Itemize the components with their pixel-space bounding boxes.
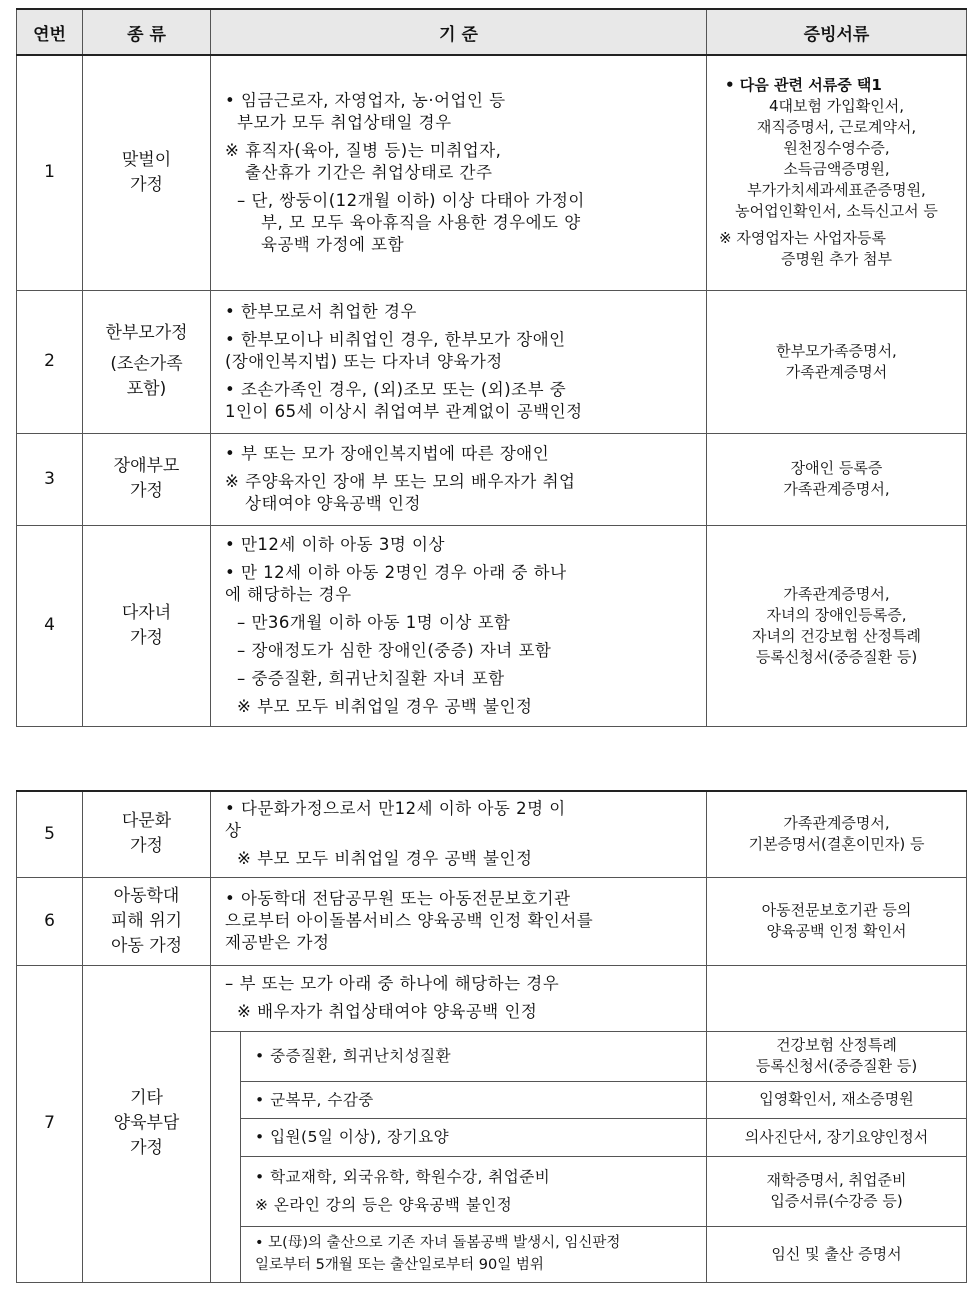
table-row (17, 433, 967, 525)
table-row (17, 965, 967, 1031)
row-criteria: • 임금근로자, 자영업자, 농·어업인 등 부모가 모두 취업상태일 경우 ※ 휴직자(육아, 질병 등)는 미취업자, 출산휴가 기간은 취업상태로 간주 – 단, 쌍둥이(12개월 이하) 이상 다태아 가정이 부, 모 모두 육아휴직을 사용한 경우에도 양 육공백 가정에 포함 (211, 55, 707, 290)
header-no: 연번 (17, 9, 83, 55)
table-row (17, 525, 967, 726)
sub-docs: 건강보험 산정특례 등록신청서(중증질환 등) (707, 1031, 967, 1081)
indent-cell (211, 1031, 241, 1282)
row-criteria: • 한부모로서 취업한 경우 • 한부모이나 비취업인 경우, 한부모가 장애인 (장애인복지법) 또는 다자녀 양육가정 • 조손가족인 경우, (외)조모 또는 (외)조부 중 1인이 65세 이상시 취업여부 관계없이 공백인정 (211, 290, 707, 433)
row-type: 아동학대 피해 위기 아동 가정 (83, 877, 211, 965)
row-docs: 아동전문보호기관 등의 양육공백 인정 확인서 (707, 877, 967, 965)
row-number: 7 (17, 965, 83, 1282)
sub-criteria: • 중증질환, 희귀난치성질환 (241, 1031, 707, 1081)
sub-docs: 의사진단서, 장기요양인정서 (707, 1118, 967, 1156)
criteria-table-bottom (16, 790, 967, 1283)
row-number: 4 (17, 525, 83, 726)
row-criteria: • 만12세 이하 아동 3명 이상 • 만 12세 이하 아동 2명인 경우 아래 중 하나 에 해당하는 경우 – 만36개월 이하 아동 1명 이상 포함 – 장애정도가 심한 장애인(중증) 자녀 포함 – 중증질환, 희귀난치질환 자녀 포함 ※ 부모 모두 비취업일 경우 공백 불인정 (211, 525, 707, 726)
sub-criteria: • 모(母)의 출산으로 기존 자녀 돌봄공백 발생시, 임신판정 일로부터 5개월 또는 출산일로부터 90일 범위 (241, 1226, 707, 1282)
table-row (17, 290, 967, 433)
row-docs: 가족관계증명서, 기본증명서(결혼이민자) 등 (707, 791, 967, 877)
row-docs-empty (707, 965, 967, 1031)
table-row (17, 55, 967, 290)
row-number: 2 (17, 290, 83, 433)
sub-docs: 재학증명서, 취업준비 입증서류(수강증 등) (707, 1156, 967, 1226)
row-type: 기타 양육부담 가정 (83, 965, 211, 1282)
sub-criteria: • 입원(5일 이상), 장기요양 (241, 1118, 707, 1156)
row-docs: 장애인 등록증 가족관계증명서, (707, 433, 967, 525)
row-number: 6 (17, 877, 83, 965)
row-number: 5 (17, 791, 83, 877)
row-type: 한부모가정 (조손가족 포함) (83, 290, 211, 433)
row-type: 다문화 가정 (83, 791, 211, 877)
table-row (17, 791, 967, 877)
header-type: 종 류 (83, 9, 211, 55)
header-docs: 증빙서류 (707, 9, 967, 55)
row-type: 장애부모 가정 (83, 433, 211, 525)
row-criteria-intro: – 부 또는 모가 아래 중 하나에 해당하는 경우 ※ 배우자가 취업상태여야 양육공백 인정 (211, 965, 707, 1031)
row-criteria: • 아동학대 전담공무원 또는 아동전문보호기관 으로부터 아이돌봄서비스 양육공백 인정 확인서를 제공받은 가정 (211, 877, 707, 965)
header-criteria: 기 준 (211, 9, 707, 55)
row-docs: 가족관계증명서, 자녀의 장애인등록증, 자녀의 건강보험 산정특례 등록신청서(중증질환 등) (707, 525, 967, 726)
criteria-table-top (16, 8, 967, 727)
row-number: 1 (17, 55, 83, 290)
row-docs: • 다음 관련 서류중 택1 4대보험 가입확인서, 재직증명서, 근로계약서, 원천징수영수증, 소득금액증명원, 부가가치세과세표준증명원, 농어업인확인서, 소득신고서 등 ※ 자영업자는 사업자등록 증명원 추가 첨부 (707, 55, 967, 290)
row-docs: 한부모가족증명서, 가족관계증명서 (707, 290, 967, 433)
header-row (17, 9, 967, 55)
row-type: 다자녀 가정 (83, 525, 211, 726)
table-row (17, 877, 967, 965)
row-number: 3 (17, 433, 83, 525)
row-criteria: • 부 또는 모가 장애인복지법에 따른 장애인 ※ 주양육자인 장애 부 또는 모의 배우자가 취업 상태여야 양육공백 인정 (211, 433, 707, 525)
sub-criteria: • 군복무, 수감중 (241, 1081, 707, 1118)
row-criteria: • 다문화가정으로서 만12세 이하 아동 2명 이 상 ※ 부모 모두 비취업일 경우 공백 불인정 (211, 791, 707, 877)
sub-docs: 입영확인서, 재소증명원 (707, 1081, 967, 1118)
sub-docs: 임신 및 출산 증명서 (707, 1226, 967, 1282)
sub-criteria: • 학교재학, 외국유학, 학원수강, 취업준비 ※ 온라인 강의 등은 양육공백 불인정 (241, 1156, 707, 1226)
row-type: 맞벌이 가정 (83, 55, 211, 290)
